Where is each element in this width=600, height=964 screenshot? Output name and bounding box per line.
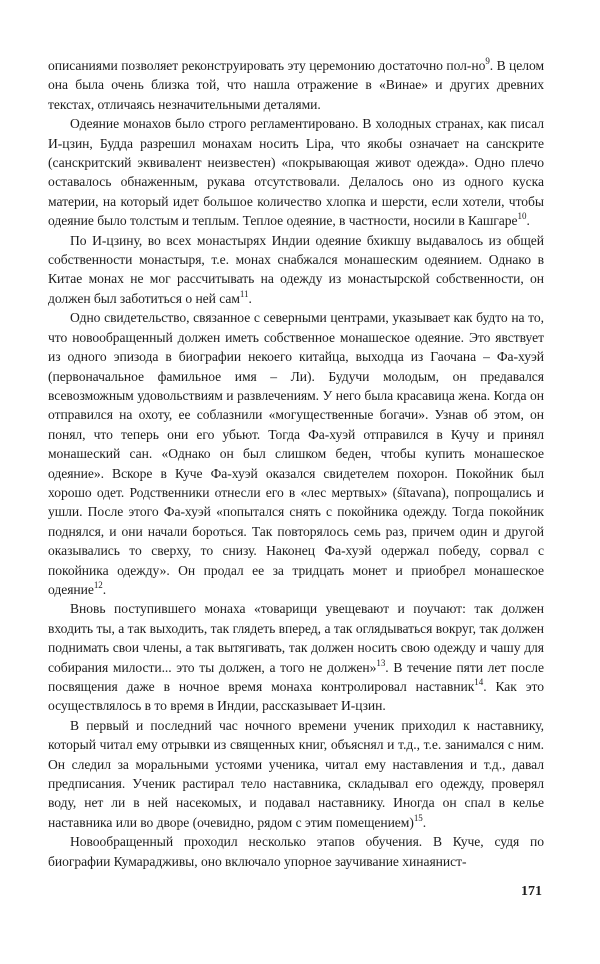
page-body xyxy=(48,56,544,871)
paragraph-text: По И-цзину, во всех монастырях Индии одеяние бхикшу выдавалось из общей собственности монастыря, т.е. монах снабжался монашеским одеянием. Однако в Китае монах не мог рассчитывать на одежду из монастырской собственности, он должен был заботиться о ней сам xyxy=(48,232,544,306)
paragraph-text-continued: . xyxy=(102,581,107,597)
paragraph-text-continued: . xyxy=(526,213,530,229)
paragraph-3 xyxy=(48,231,544,309)
footnote-marker: 12 xyxy=(93,579,103,590)
footnote-marker: 13 xyxy=(376,657,386,668)
footnote-marker: 14 xyxy=(474,677,484,687)
paragraph-6 xyxy=(48,716,544,832)
paragraph-text-continued: . xyxy=(422,814,427,830)
paragraph-text: Одеяние монахов было строго регламентировано. В холодных странах, как писал И-цзин, Будда разрешил монахам носить Lipa, что якобы означает на санскрите (санскритский эквивалент неизвестен) «покрывающая живот одежда». Одно плечо оставалось обнаженным, рукава отсутствовали. Делалось оно из одного куска материи, на который идет большое количество хлопка и шерсти, если хотели, чтобы одеяние было толстым и теплым. Теплое одеяние, в частности, носили в Кашгаре xyxy=(48,116,544,229)
footnote-marker: 11 xyxy=(239,288,249,299)
paragraph-text: Вновь поступившего монаха «товарищи увещевают и поучают: так должен входить ты, а так выходить, так глядеть вперед, а так оглядываться вокруг, так должен поднимать свои члены, а так вытягивать, так должен носить свою одежду и чашу для собирания милости... это ты должен, а того не должен» xyxy=(48,601,544,675)
paragraph-text: В первый и последний час ночного времени ученик приходил к наставнику, который читал ему отрывки из священных книг, объяснял и т.д., т.е. занимался с ним. Он следил за моральными устоями ученика, читал ему наставления и т.д., давал предписания. Ученик растирал тело наставника, складывал его одежду, проверял воду, нет ли в ней насекомых, и подавал наставнику. Иногда он спал в келье наставника или во дворе (очевидно, рядом с этим помещением) xyxy=(48,717,544,830)
paragraph-7 xyxy=(48,832,544,871)
footnote-marker: 9 xyxy=(485,56,490,66)
paragraph-text: Новообращенный проходил несколько этапов обучения. В Куче, судя по биографии Кумарадживы, оно включало упорное заучивание хинаянист- xyxy=(48,834,544,869)
paragraph-5 xyxy=(48,599,544,715)
paragraph-text-continued: . Как это осуществлялось в то время в Индии, рассказывает И-цзин. xyxy=(48,679,544,714)
paragraph-text: описаниями позволяет реконструировать эту церемонию достаточно пол-но xyxy=(48,58,486,73)
paragraph-4 xyxy=(48,308,544,599)
paragraph-text-continued: . В течение пяти лет после посвящения даже в ночное время монаха контролировал наставник xyxy=(48,659,544,694)
page-number: 171 xyxy=(521,884,542,899)
paragraph-2 xyxy=(48,114,544,230)
paragraph-text-continued: . xyxy=(248,290,252,306)
footnote-marker: 10 xyxy=(517,211,527,222)
paragraph-1 xyxy=(48,56,544,114)
paragraph-text: Одно свидетельство, связанное с северными центрами, указывает как будто на то, что новообращенный должен иметь собственное монашеское одеяние. Это явствует из одного эпизода в биографии некоего китайца, выходца из Гаочана – Фа-хуэй (первоначальное фамильное имя – Ли). Будучи молодым, он предавался всевозможным удовольствиям и развлечениям. У него была красавица жена. Когда он отправился на охоту, ее соблазнили «могущественные богачи». Узнав об этом, он понял, что теперь они его убьют. Тогда Фа-хуэй отправился в Кучу и принял монашеский сан. «Однако он был слишком беден, чтобы купить монашеское одеяние». Вскоре в Куче Фа-хуэй оказался свидетелем похорон. Покойник был хорошо одет. Родственники отнесли его в «лес мертвых» (śītavana), попрощались и ушли. После этого Фа-хуэй «попытался снять с покойника одежду. Тогда покойник поднялся, и они начали бороться. Так повторялось семь раз, причем один и другой оказывались то сверху, то снизу. Наконец Фа-хуэй одержал победу, сорвал с покойника одежду». Он продал ее за тридцать монет и приобрел монашеское одеяние xyxy=(48,310,544,597)
footnote-marker: 15 xyxy=(413,812,423,823)
paragraph-text-continued: . В целом она была очень близка той, что нашла отражение в «Винае» и других древних текстах, отличаясь незначительными деталями. xyxy=(48,58,545,112)
